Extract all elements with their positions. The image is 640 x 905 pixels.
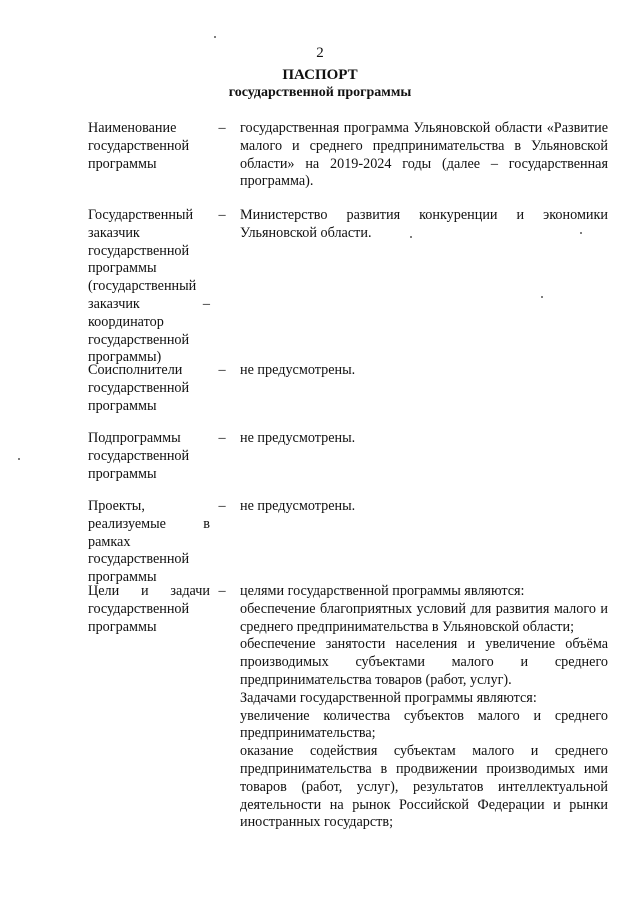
row-value: не предусмотрены. — [240, 430, 356, 446]
row-dash: – — [218, 583, 226, 599]
goals-paragraph: целями государственной программы являются: — [240, 583, 525, 599]
row-label: Подпрограммы государственной программы — [88, 430, 190, 482]
page-number: 2 — [316, 45, 324, 61]
row-dash: – — [218, 362, 226, 378]
row-value: не предусмотрены. — [240, 498, 356, 514]
row-value: не предусмотрены. — [240, 362, 356, 378]
scan-speck — [580, 232, 582, 234]
scan-speck — [18, 458, 20, 460]
row-value: Министерство развития конкуренции и экономики Ульяновской области. — [240, 207, 608, 241]
row-dash: – — [218, 207, 226, 223]
goals-paragraph: обеспечение занятости населения и увеличение объёма производимых субъектами малого и среднего предпринимательства товаров (работ, услуг). — [240, 636, 608, 688]
scan-speck — [541, 296, 543, 298]
row-value: государственная программа Ульяновской области «Развитие малого и среднего предпринимательства в Ульяновской области» на 2019-2024 годы (далее – государственная программа). — [240, 120, 608, 190]
page-title: ПАСПОРТ — [282, 67, 358, 83]
scan-speck — [214, 36, 216, 38]
row-dash: – — [218, 120, 226, 136]
scan-speck — [410, 236, 412, 238]
row-label: Государственный заказчик государственной программы (государственный заказчик – координатор государственной программы) — [88, 207, 210, 366]
goals-paragraph: обеспечение благоприятных условий для развития малого и среднего предпринимательства в Ульяновской области; — [240, 600, 608, 635]
row-value-paragraphs — [240, 583, 608, 832]
goals-paragraph: Задачами государственной программы являются: — [240, 689, 537, 706]
row-dash: – — [218, 498, 226, 514]
row-label: Наименование государственной программы — [88, 120, 190, 172]
page-subtitle: государственной программы — [228, 85, 412, 100]
row-dash: – — [218, 430, 226, 446]
goals-paragraph: увеличение количества субъектов малого и среднего предпринимательства; — [240, 707, 608, 742]
row-label: Цели и задачи государственной программы — [88, 583, 210, 635]
row-label: Проекты, реализуемые в рамках государственной программы — [88, 498, 210, 586]
goals-paragraph: оказание содействия субъектам малого и среднего предпринимательства в продвижении производимых ими товаров (работ, услуг), результатов интеллектуальной деятельности на рынок Российской Федерации и рынки иностранных государств; — [240, 743, 608, 831]
row-label: Соисполнители государственной программы — [88, 362, 190, 414]
